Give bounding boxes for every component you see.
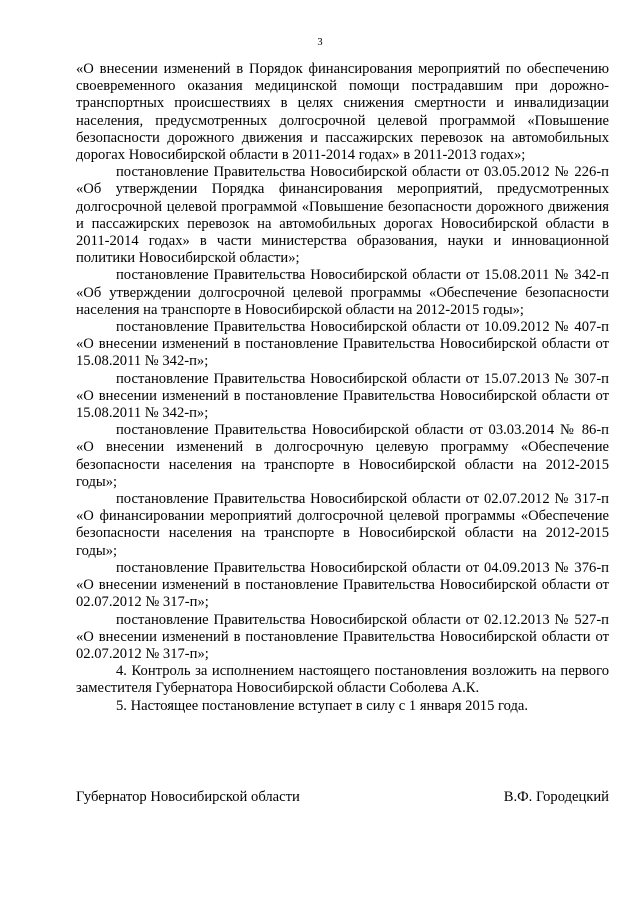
- paragraph: 5. Настоящее постановление вступает в силу с 1 января 2015 года.: [116, 697, 529, 714]
- paragraph: «О внесении изменений в Порядок финансирования мероприятий по обеспечению своевременного оказания медицинской помощи пострадавшим при дорожно-транспортных происшествиях в целях снижения смертности и инвалидизации населения, предусмотренных долгосрочной целевой программой «Повышение безопасности дорожного движения и пассажирских перевозок на автомобильных дорогах Новосибирской области в 2011-2014 годах» в 2011-2013 годах»;: [76, 61, 609, 164]
- paragraph: постановление Правительства Новосибирской области от 15.07.2013 № 307-п «О внесении изменений в постановление Правительства Новосибирской области от 15.08.2011 № 342-п»;: [76, 370, 609, 422]
- signatory-name: В.Ф. Городецкий: [503, 789, 609, 805]
- paragraph: постановление Правительства Новосибирской области от 10.09.2012 № 407-п «О внесении изменений в постановление Правительства Новосибирской области от 15.08.2011 № 342-п»;: [76, 319, 609, 370]
- paragraph: постановление Правительства Новосибирской области от 02.07.2012 № 317-п «О финансировании мероприятий долгосрочной целевой программы «Обеспечение безопасности населения на транспорте в Новосибирской области на 2012-2015 годы»;: [76, 491, 609, 559]
- signatory-position: Губернатор Новосибирской области: [76, 789, 300, 805]
- paragraph: постановление Правительства Новосибирской области от 02.12.2013 № 527-п «О внесении изменений в постановление Правительства Новосибирской области от 02.07.2012 № 317-п»;: [76, 611, 609, 662]
- page-number: 3: [317, 37, 323, 48]
- paragraph: 4. Контроль за исполнением настоящего постановления возложить на первого заместителя Губернатора Новосибирской области Соболева А.К.: [76, 663, 609, 697]
- paragraph: постановление Правительства Новосибирской области от 03.03.2014 № 86-п «О внесении изменений в долгосрочную целевую программу «Обеспечение безопасности населения на транспорте в Новосибирской области на 2012-2015 годы»;: [76, 422, 609, 490]
- document-body: [76, 61, 609, 715]
- paragraph: постановление Правительства Новосибирской области от 03.05.2012 № 226-п «Об утверждении Порядка финансирования мероприятий, предусмотренных долгосрочной целевой программой «Повышение безопасности дорожного движения и пассажирских перевозок на автомобильных дорогах Новосибирской области в 2011-2014 годах» в части министерства образования, науки и инновационной политики Новосибирской области»;: [76, 164, 609, 267]
- paragraph: постановление Правительства Новосибирской области от 04.09.2013 № 376-п «О внесении изменений в постановление Правительства Новосибирской области от 02.07.2012 № 317-п»;: [76, 559, 609, 611]
- signature-block: [76, 789, 609, 806]
- paragraph: постановление Правительства Новосибирской области от 15.08.2011 № 342-п «Об утверждении долгосрочной целевой программы «Обеспечение безопасности населения на транспорте в Новосибирской области на 2012-2015 годы»;: [76, 267, 609, 318]
